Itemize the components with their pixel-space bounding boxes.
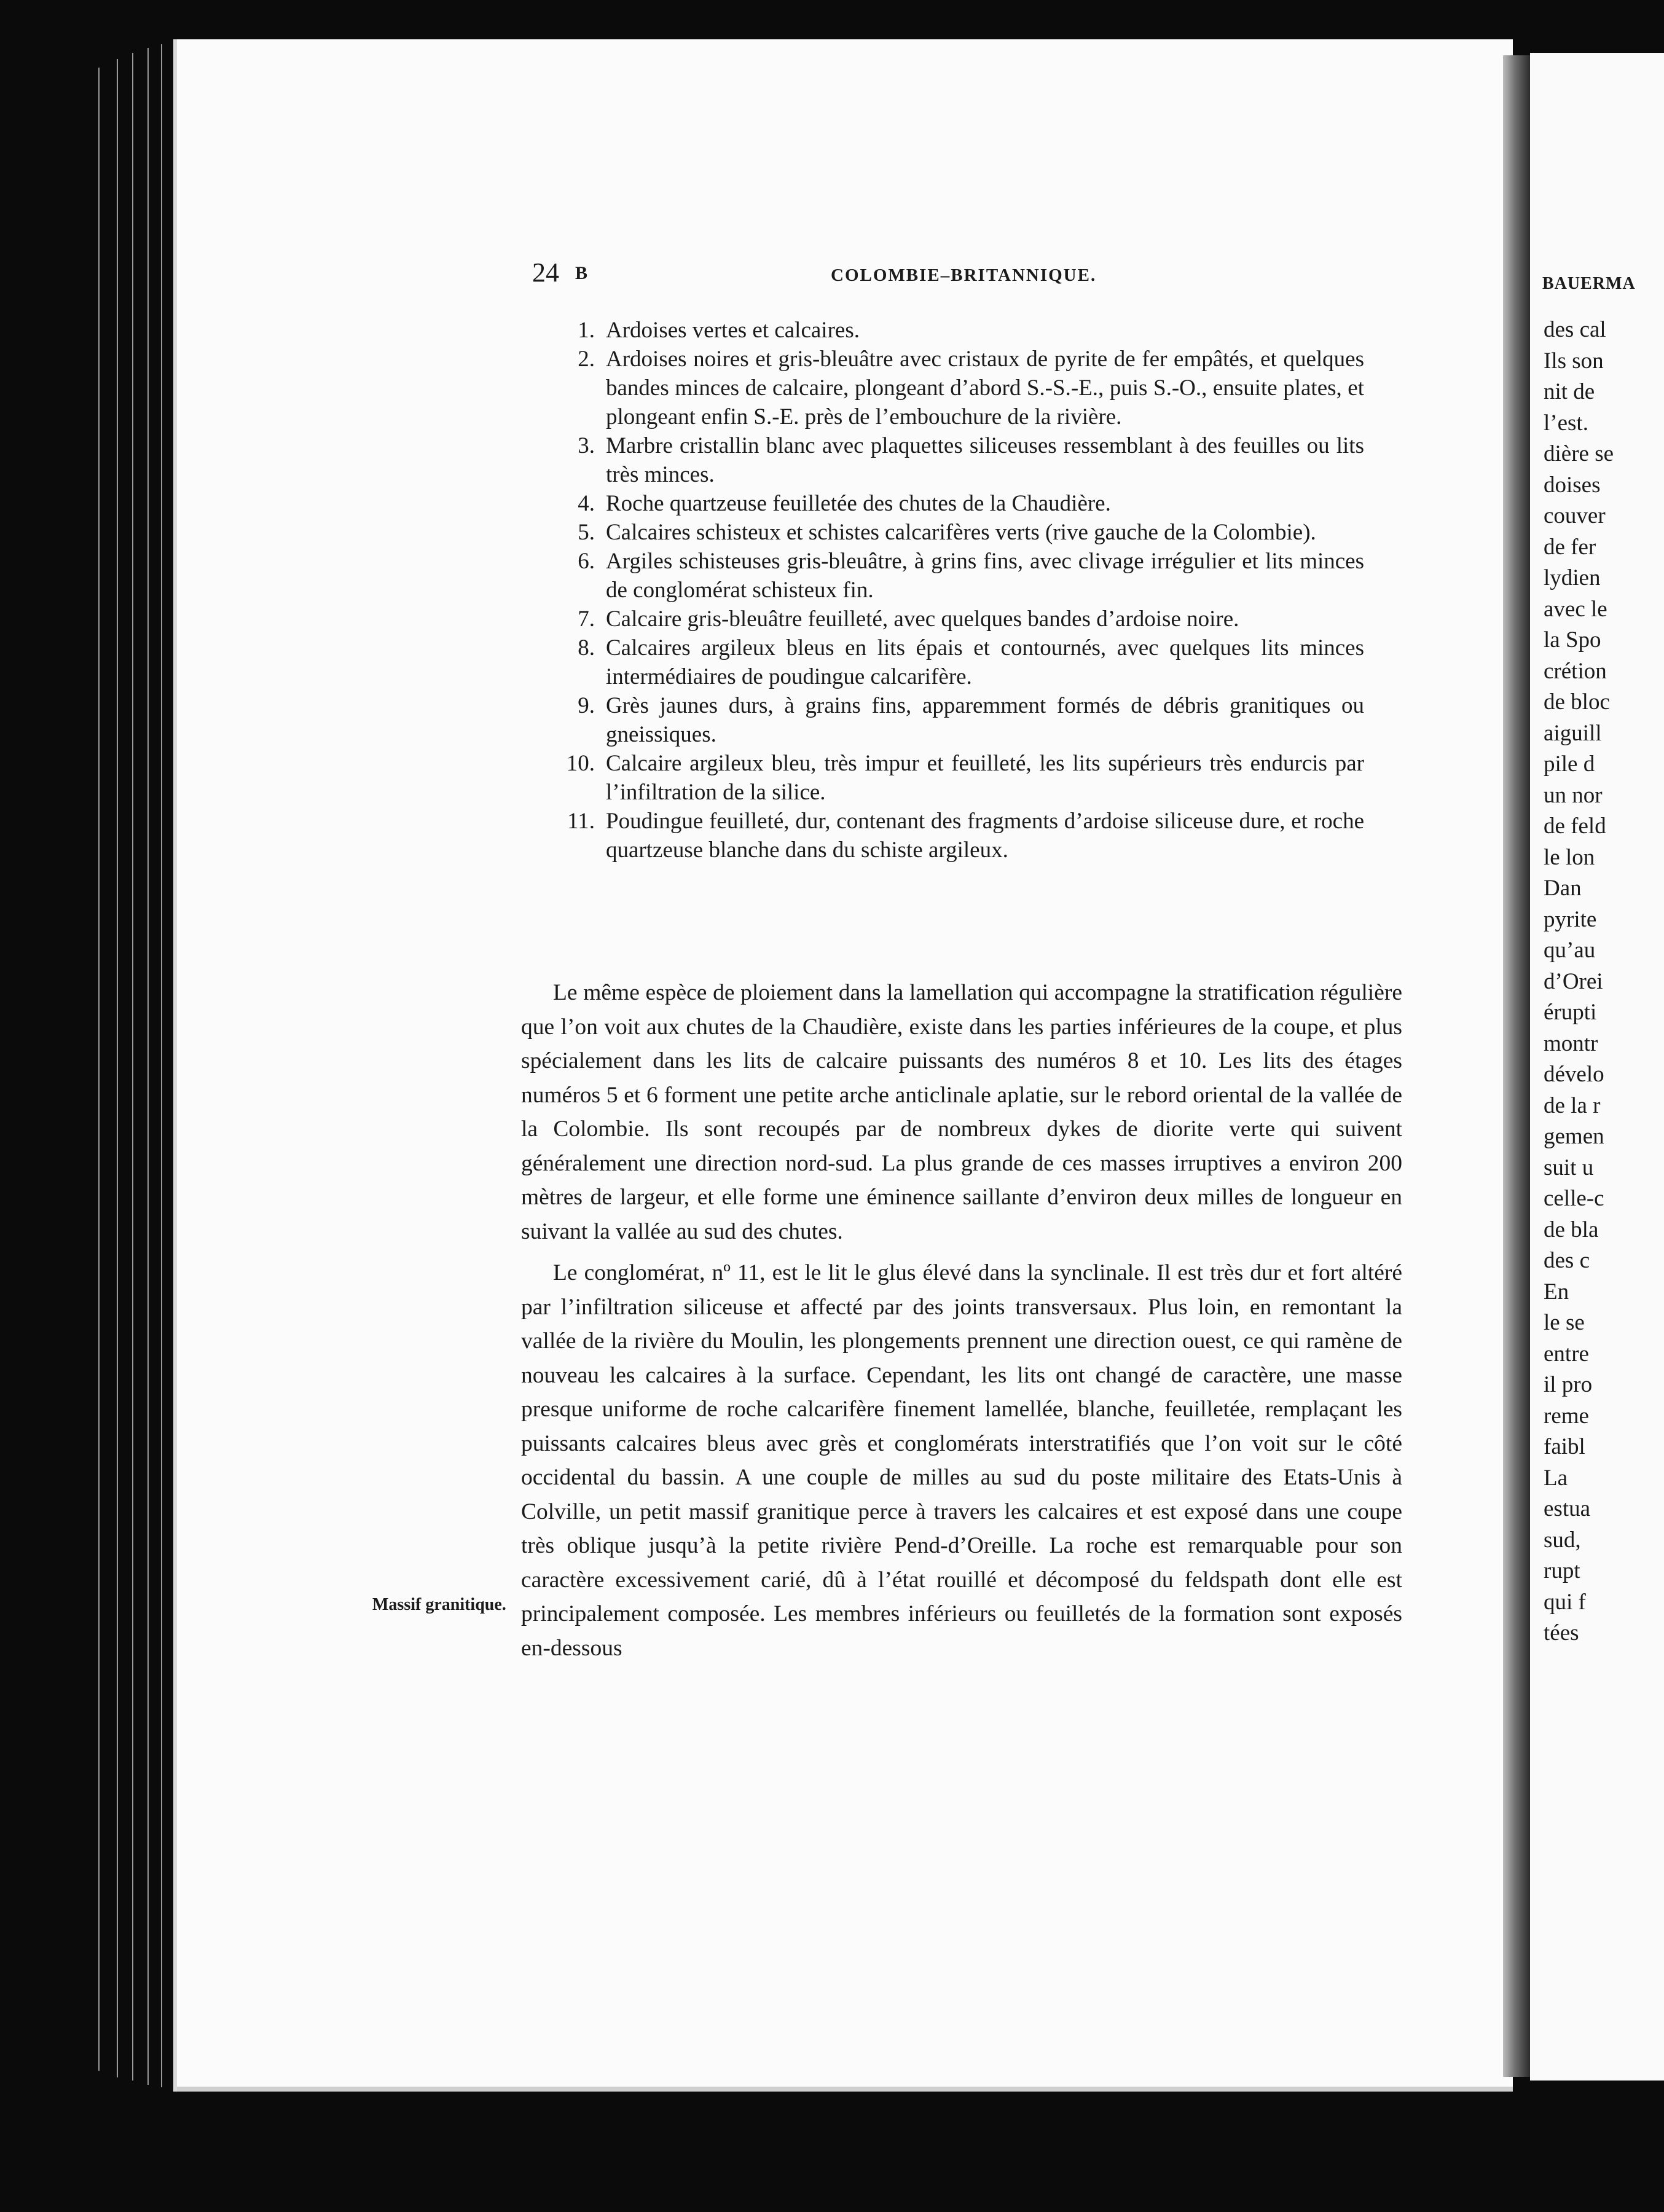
running-title: COLOMBIE–BRITANNIQUE. [831, 265, 1097, 285]
page-stack-edge [161, 44, 162, 2087]
facing-text-line: nit de [1544, 379, 1595, 404]
facing-text-line: aiguill [1544, 720, 1602, 746]
facing-page [1530, 53, 1664, 2081]
list-item: 6. Argiles schisteuses gris-bleuâtre, à grins fins, avec clivage irrégulier et lits minces de conglomérat schisteux fin. [578, 549, 1364, 603]
facing-text-lines [1544, 315, 1614, 1649]
facing-text-line: sud, [1544, 1527, 1581, 1553]
list-item: 9. Grès jaunes durs, à grains fins, apparemment formés de débris granitiques ou gneissiques. [578, 693, 1364, 747]
page-stack-edge [117, 59, 118, 2077]
facing-text-line: de feld [1544, 814, 1606, 839]
paragraph: Le conglomérat, nº 11, est le lit le glus élevé dans la synclinale. Il est très dur et fort altéré par l’infiltration siliceuse et affecté par des joints transversaux. Plus loin, en remontant la vallée de la rivière du Moulin, les plongements prennent une direction ouest, ce qui ramène de nouveau les calcaires à la surface. Cependant, les lits ont changé de caractère, une masse presque uniforme de roche calcarifère finement lamellée, blanche, feuilletée, remplaçant les puissants calcaires bleus avec grès et conglomérats interstratifiés que l’on voit sur le côté occidental du bassin. A une couple de milles au sud du poste militaire des Etats-Unis à Colville, un petit massif granitique perce à travers les calcaires et est exposé dans une coupe très oblique jusqu’à la petite rivière Pend-d’Oreille. La roche est remarquable pour son caractère excessivement carié, dû à l’état rouillé et décomposé du feldspath dont elle est principalement composée. Les membres inférieurs ou feuilletés de la formation sont exposés en-dessous [521, 1260, 1402, 1661]
page-reference-letter: B [575, 263, 589, 283]
facing-text-line: En [1544, 1279, 1569, 1304]
facing-text-line: d’Orei [1544, 968, 1603, 994]
facing-text-line: montr [1544, 1030, 1598, 1056]
facing-text-line: il pro [1544, 1372, 1593, 1397]
list-item: 5. Calcaires schisteux et schistes calcarifères verts (rive gauche de la Colombie). [578, 520, 1316, 545]
body-text [521, 976, 1402, 1665]
facing-text-line: l’est. [1544, 410, 1588, 436]
list-item: 1. Ardoises vertes et calcaires. [578, 318, 860, 343]
facing-text-line: dévelo [1544, 1062, 1604, 1087]
facing-text-line: couver [1544, 503, 1606, 528]
page-number: 24 [532, 257, 559, 288]
facing-text-line: suit u [1544, 1155, 1594, 1180]
facing-text-line: tées [1544, 1620, 1579, 1645]
page-stack-edge [98, 68, 100, 2071]
facing-text-line: rupt [1544, 1558, 1580, 1583]
facing-text-line: qu’au [1544, 938, 1596, 963]
facing-text-line: qui f [1544, 1589, 1586, 1615]
list-item: 3. Marbre cristallin blanc avec plaquettes siliceuses ressemblant à des feuilles ou lits très minces. [578, 433, 1364, 487]
facing-text-line: faibl [1544, 1434, 1585, 1459]
facing-text-line: pile d [1544, 751, 1595, 777]
facing-text-line: pyrite [1544, 906, 1597, 932]
list-item: 2. Ardoises noires et gris-bleuâtre avec cristaux de pyrite de fer empâtés, et quelques bandes minces de calcaire, plongeant d’abord S.-S.-E., puis S.-O., ensuite plates, et plongeant enfin S.-E. près de l’embouchure de la rivière. [578, 347, 1364, 429]
facing-text-line: entre [1544, 1341, 1589, 1367]
facing-text-line: La [1544, 1465, 1568, 1491]
paragraph: Le même espèce de ploiement dans la lamellation qui accompagne la stratification régulière que l’on voit aux chutes de la Chaudière, existe dans les parties inférieures de la coupe, et plus spécialement dans les lits de calcaire puissants des numéros 8 et 10. Les lits des étages numéros 5 et 6 forment une petite arche anticlinale aplatie, sur le rebord oriental de la vallée de la Colombie. Ils sont recoupés par de nombreux dykes de diorite verte qui suivent généralement une direction nord-sud. La plus grande de ces masses irruptives a environ 200 mètres de largeur, et elle forme une éminence saillante d’environ deux milles de longueur en suivant la vallée au sud des chutes. [521, 980, 1402, 1244]
list-item: 4. Roche quartzeuse feuilletée des chutes de la Chaudière. [578, 491, 1111, 516]
facing-text-line: estua [1544, 1496, 1591, 1521]
facing-text-line: doises [1544, 472, 1601, 498]
list-item: 11. Poudingue feuilleté, dur, contenant des fragments d’ardoise siliceuse dure, et roche quartzeuse blanche dans du schiste argileux. [567, 809, 1364, 863]
facing-text-line: de bloc [1544, 689, 1610, 715]
facing-text-line: le se [1544, 1310, 1585, 1335]
list-item: 10. Calcaire argileux bleu, très impur et feuilleté, les lits supérieurs très endurcis par l’infiltration de la silice. [566, 751, 1364, 805]
facing-text-line: avec le [1544, 596, 1607, 622]
list-item: 8. Calcaires argileux bleus en lits épais et contournés, avec quelques lits minces intermédiaires de poudingue calcarifère. [578, 635, 1364, 689]
facing-text-line: le lon [1544, 844, 1595, 870]
facing-text-line: de la r [1544, 1092, 1601, 1118]
page-stack-edge [132, 53, 133, 2081]
facing-text-line: de fer [1544, 534, 1596, 560]
facing-text-line: dière se [1544, 441, 1614, 466]
facing-text-line: gemen [1544, 1124, 1604, 1149]
facing-text-line: celle-c [1544, 1186, 1604, 1211]
facing-text-line: lydien [1544, 565, 1601, 590]
facing-text-line: Ils son [1544, 348, 1604, 374]
facing-text-line: crétion [1544, 658, 1607, 684]
facing-text-line: un nor [1544, 782, 1603, 808]
section-list [559, 316, 1364, 865]
facing-text-line: la Spo [1544, 627, 1601, 653]
list-item: 7. Calcaire gris-bleuâtre feuilleté, avec quelques bandes d’ardoise noire. [578, 606, 1239, 632]
facing-running-head: BAUERMA [1542, 274, 1636, 293]
facing-text-line: Dan [1544, 876, 1582, 901]
facing-text-line: des cal [1544, 317, 1606, 342]
facing-text-line: de bla [1544, 1217, 1599, 1242]
facing-text-line: reme [1544, 1403, 1589, 1429]
facing-text-line: des c [1544, 1248, 1590, 1273]
page-stack-edge [147, 48, 149, 2085]
margin-note: Massif granitique. [372, 1595, 506, 1614]
book-gutter [1503, 55, 1530, 2077]
facing-text-line: érupti [1544, 1000, 1597, 1025]
